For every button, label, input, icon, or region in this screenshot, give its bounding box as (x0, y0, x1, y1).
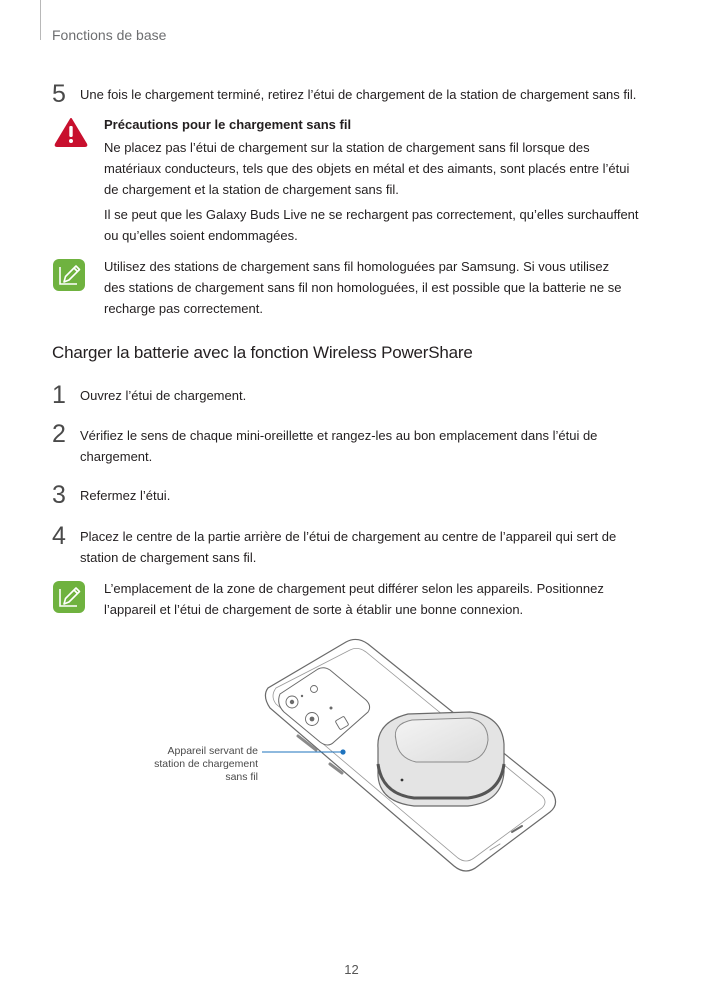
callout-line: Appareil servant de (167, 745, 258, 757)
callout-line: station de chargement (154, 758, 258, 770)
note-line: L’emplacement de la zone de chargement peut différer selon les appareils. Positionnez (104, 581, 604, 596)
charging-case (378, 712, 504, 806)
step-text: Une fois le chargement terminé, retirez l’étui de chargement de la station de chargement sans fil. (80, 87, 637, 102)
caution-line: matériaux conducteurs, tels que des objets en métal et des aimants, sont placés entre l’étui (104, 161, 630, 176)
step-text (80, 526, 616, 568)
running-header: Fonctions de base (52, 27, 167, 43)
caution-paragraph (104, 204, 639, 246)
step-text: Refermez l’étui. (80, 488, 171, 503)
phone-and-case-illustration (255, 636, 565, 876)
section-title: Charger la batterie avec la fonction Wireless PowerShare (52, 343, 473, 362)
note-line: des stations de chargement sans fil non homologuées, il est possible que la batterie ne se (104, 280, 622, 295)
caution-line: ou qu’elles soient endommagées. (104, 228, 298, 243)
callout-dot (340, 749, 345, 754)
note-line: l’appareil et l’étui de chargement de sorte à établir une bonne connexion. (104, 602, 524, 617)
warning-triangle-icon (54, 117, 88, 147)
caution-line: Ne placez pas l’étui de chargement sur la station de chargement sans fil lorsque des (104, 140, 590, 155)
step-text: Ouvrez l’étui de chargement. (80, 388, 247, 403)
page-number: 12 (344, 962, 359, 977)
step-number: 3 (52, 481, 66, 509)
step-line: Vérifiez le sens de chaque mini-oreillette et rangez-les au bon emplacement dans l’étui de (80, 428, 598, 443)
note-line: recharge pas correctement. (104, 301, 263, 316)
step-number: 4 (52, 522, 66, 550)
step-text (80, 425, 597, 467)
step-line: chargement. (80, 449, 153, 464)
step-number: 2 (52, 420, 66, 448)
step-line: station de chargement sans fil. (80, 550, 257, 565)
pencil-note-icon (52, 258, 86, 292)
note-line: Utilisez des stations de chargement sans fil homologuées par Samsung. Si vous utilisez (104, 259, 610, 274)
caution-title: Précautions pour le chargement sans fil (104, 117, 352, 132)
callout-line: sans fil (225, 771, 258, 783)
pencil-note-icon (52, 580, 86, 614)
caution-paragraph (104, 137, 629, 200)
illustration-callout (118, 745, 258, 784)
caution-line: Il se peut que les Galaxy Buds Live ne se rechargent pas correctement, qu’elles surchauffent (104, 207, 639, 222)
step-number: 5 (52, 80, 66, 108)
step-number: 1 (52, 381, 66, 409)
note-paragraph (104, 256, 621, 319)
header-rule (40, 0, 41, 40)
caution-line: de chargement et la station de chargement sans fil. (104, 182, 399, 197)
note-paragraph (104, 578, 604, 620)
step-line: Placez le centre de la partie arrière de l’étui de chargement au centre de l’appareil qui sert de (80, 529, 617, 544)
